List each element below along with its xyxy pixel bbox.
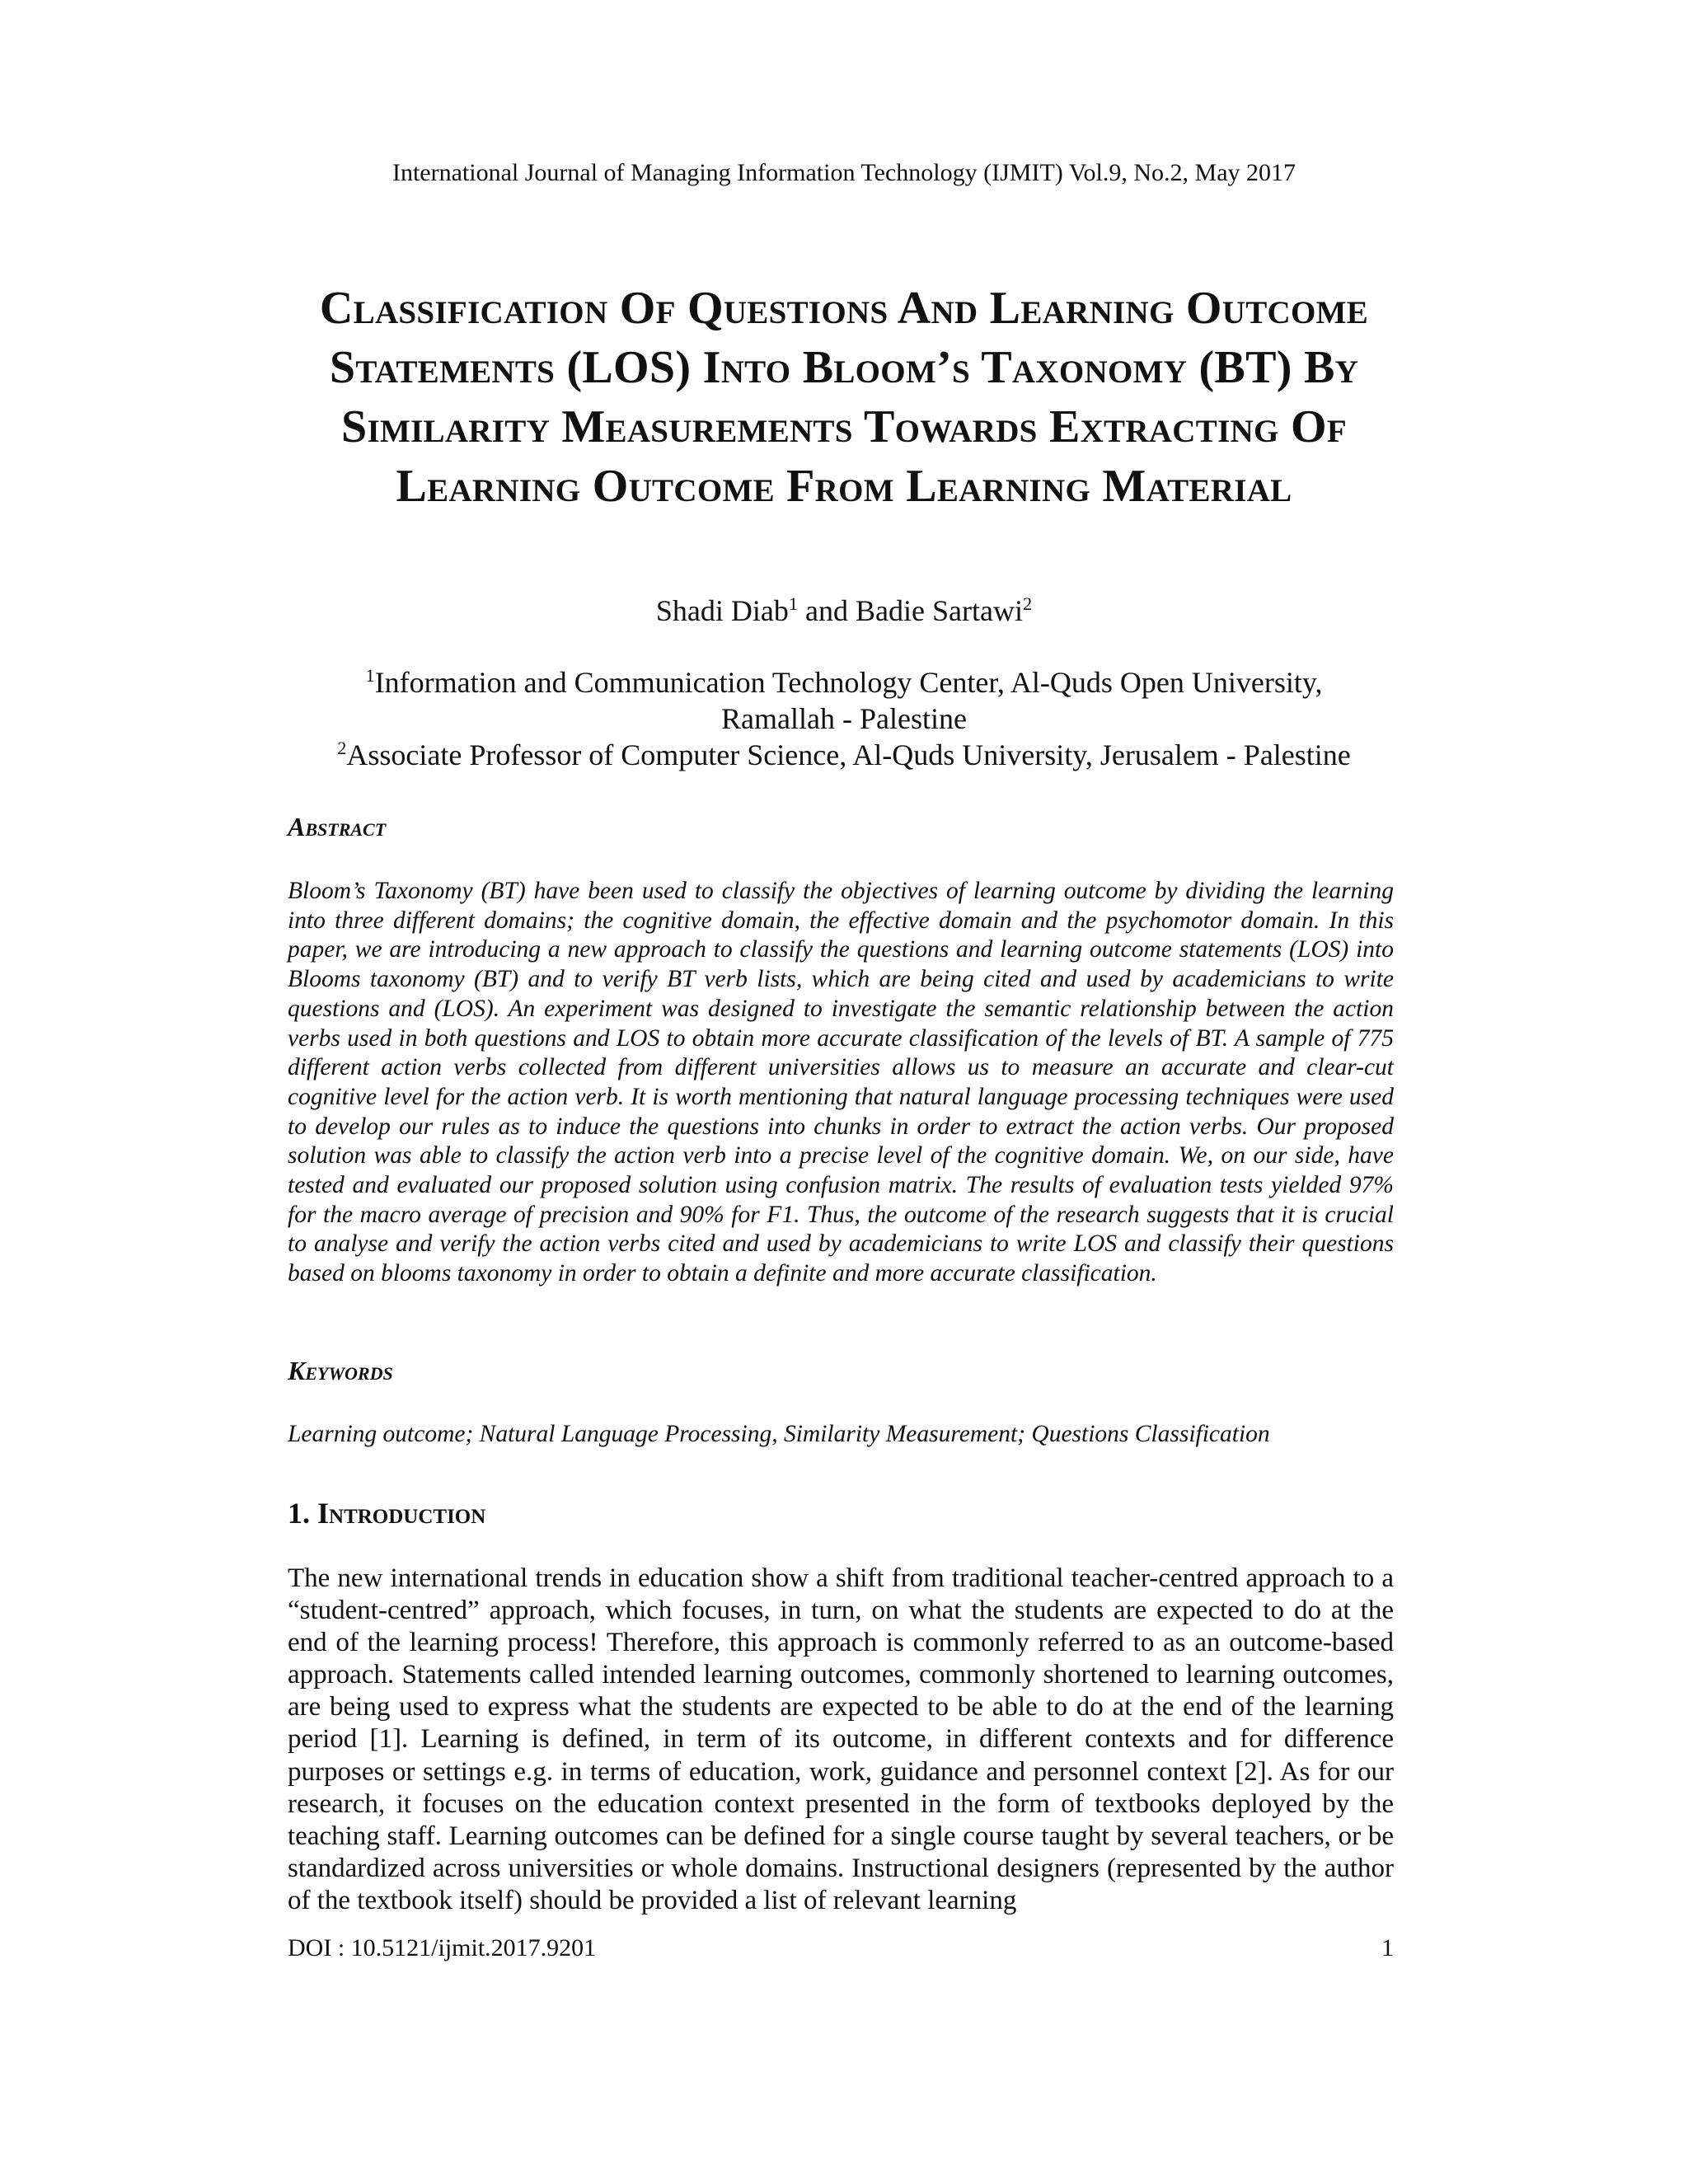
author-affiliation-mark: 2 xyxy=(1022,593,1033,614)
introduction-heading: 1. Introduction xyxy=(288,1497,486,1530)
introduction-text: The new international trends in education show a shift from traditional teacher-centred approach to a “student-centred” approach, which focuses, in turn, on what the students are expected to do at the end of the learning process! Therefore, this approach is commonly referred to as an outcome-based approach. Statements called intended learning outcomes, commonly shortened to learning outcomes, are being used to express what the students are expected to be able to do at the end of the learning period [1]. Learning is defined, in term of its outcome, in different contexts and for difference purposes or settings e.g. in terms of education, work, guidance and personnel context [2]. As for our research, it focuses on the education context presented in the form of textbooks deployed by the teaching staff. Learning outcomes can be defined for a single course taught by several teachers, or be standardized across universities or whole domains. Instructional designers (represented by the author of the textbook itself) should be provided a list of relevant learning xyxy=(288,1563,1394,1915)
affiliations xyxy=(0,664,1688,773)
affiliation-1-location: Ramallah - Palestine xyxy=(721,702,967,735)
affiliation-mark: 1 xyxy=(365,665,375,686)
affiliation-text: Information and Communication Technology Center, Al-Quds Open University, xyxy=(374,666,1323,699)
doi-footer: DOI : 10.5121/ijmit.2017.9201 xyxy=(288,1934,597,1961)
paper-title: Classification Of Questions And Learning Outcome Statements (LOS) Into Bloom’s Taxonomy (BT) By Similarity Measurements Towards Extracting Of Learning Outcome From Learning Material xyxy=(319,283,1369,512)
author-name: Badie Sartawi xyxy=(856,594,1023,627)
keywords-text: Learning outcome; Natural Language Processing, Similarity Measurement; Questions Classification xyxy=(288,1421,1270,1447)
affiliation-2 xyxy=(0,737,1688,773)
author-line xyxy=(0,593,1688,628)
affiliation-mark: 2 xyxy=(337,738,347,758)
author-affiliation-mark: 1 xyxy=(788,593,799,614)
keywords-heading: Keywords xyxy=(288,1356,393,1385)
author-connector: and xyxy=(798,594,856,627)
affiliation-text: Associate Professor of Computer Science, Al-Quds University, Jerusalem - Palestine xyxy=(346,738,1351,771)
affiliation-1 xyxy=(0,664,1688,701)
page-number: 1 xyxy=(1381,1934,1394,1961)
running-header: International Journal of Managing Information Technology (IJMIT) Vol.9, No.2, May 2017 xyxy=(392,159,1296,186)
abstract-heading: Abstract xyxy=(288,812,387,841)
abstract-text: Bloom’s Taxonomy (BT) have been used to classify the objectives of learning outcome by dividing the learning into three different domains; the cognitive domain, the effective domain and the psychomotor domain. In this paper, we are introducing a new approach to classify the questions and learning outcome statements (LOS) into Blooms taxonomy (BT) and to verify BT verb lists, which are being cited and used by academicians to write questions and (LOS). An experiment was designed to investigate the semantic relationship between the action verbs used in both questions and LOS to obtain more accurate classification of the levels of BT. A sample of 775 different action verbs collected from different universities allows us to measure an accurate and clear-cut cognitive level for the action verb. It is worth mentioning that natural language processing techniques were used to develop our rules as to induce the questions into chunks in order to extract the action verbs. Our proposed solution was able to classify the action verb into a precise level of the cognitive domain. We, on our side, have tested and evaluated our proposed solution using confusion matrix. The results of evaluation tests yielded 97% for the macro average of precision and 90% for F1. Thus, the outcome of the research suggests that it is crucial to analyse and verify the action verbs cited and used by academicians to write LOS and classify their questions based on blooms taxonomy in order to obtain a definite and more accurate classification. xyxy=(288,878,1394,1287)
author-name: Shadi Diab xyxy=(655,594,789,627)
